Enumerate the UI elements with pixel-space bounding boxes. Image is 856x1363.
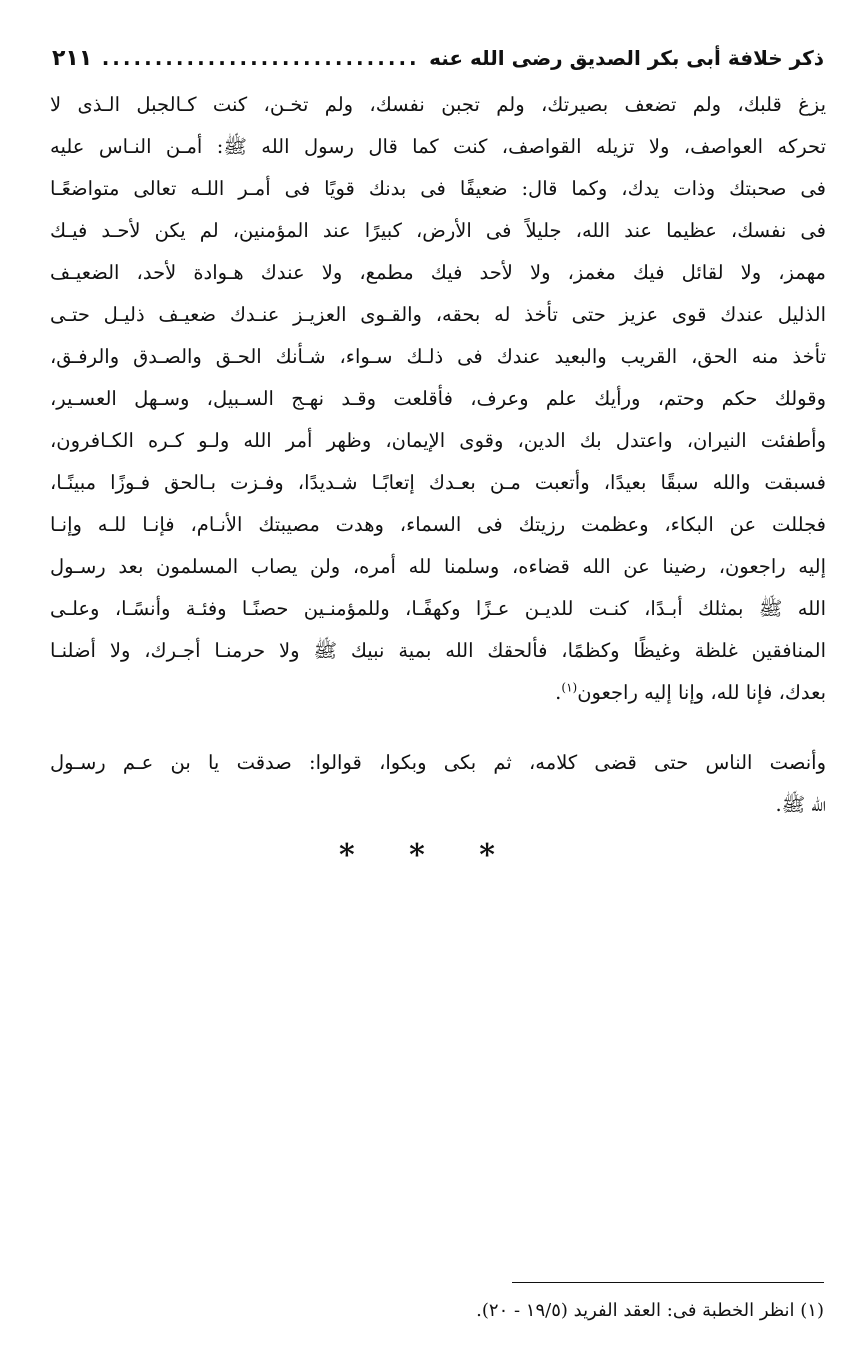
paragraph-people-response [50,742,826,826]
text-line: وقولك حكم وحتم، ورأيك علم وعرف، فأقلعت وقـد نهـج السـبيل، وسـهل العسـير، [50,387,826,410]
text-line: الله ﷺ بمثلك أبـدًا، كنـت للديـن عـزًا وكهفًـا، وللمؤمنـين حصنًـا وفئـة وأنسًـا، وعلـى [50,597,826,620]
footnote-divider [512,1282,824,1283]
text-line: تأخذ منه الحق، القريب والبعيد عندك فى ذلـك سـواء، شـأنك الحـق والصـدق والرفـق، [50,345,826,368]
text-line: المنافقين غلظة وغيظًا وكظمًا، فألحقك الله بمية نبيك ﷺ ولا حرمنـا أجـرك، ولا أضلنـا [50,639,826,662]
section-separator: * * * [339,838,517,873]
footnote: (١) انظر الخطبة فى: العقد الفريد (١٩/٥ - ٢٠). [476,1300,824,1321]
footnote-reference[interactable]: (١) [561,680,578,695]
paragraph-sermon [50,84,826,714]
text-line-last: الله ﷺ. [775,793,826,816]
chapter-title: ذكر خلافة أبى بكر الصديق رضى الله عنه [429,46,824,70]
page-number: ٢١١ [52,45,93,71]
text-line: فى صحبتك وذات يدك، وكما قال: ضعيفًا فى بدنك قويًا فى أمـر اللـه تعالى متواضعًـا [50,177,826,200]
last-line-end: . [555,681,562,704]
header-leader-dots: .............................. [101,46,420,70]
text-line: تحركه العواصف، ولا تزيله القواصف، كنت كما قال رسول الله ﷺ: أمـن النـاس عليه [50,135,826,158]
text-line: مهمز، ولا لقائل فيك مغمز، ولا لأحد فيك مطمع، ولا عندك هـوادة لأحد، الضعيـف [50,261,826,284]
text-line: إليه راجعون، رضينا عن الله قضاءه، وسلمنا لله أمره، ولن يصاب المسلمون بعد رسـول [50,555,826,578]
text-line: فجللت عن البكاء، وعظمت رزيتك فى السماء، وهدت مصيبتك الأنـام، فإنـا للـه وإنـا [50,513,826,536]
text-line-last [50,672,826,714]
text-line: وأطفئت النيران، واعتدل بك الدين، وقوى الإيمان، وظهر أمر الله ولـو كـره الكـافرون، [50,429,826,452]
text-line: فى نفسك، عظيما عند الله، جليلاً فى الأرض، كبيرًا عند المؤمنين، لم يكن لأحـد فيـك [50,219,826,242]
text-line: فسبقت والله سبقًا بعيدًا، وأتعبت مـن بعـدك إتعابًـا شـديدًا، وفـزت بـالحق فـوزًا مبينًـا، [50,471,826,494]
text-line: وأنصت الناس حتى قضى كلامه، ثم بكى وبكوا، قوالوا: صدقت يا بن عـم رسـول [50,751,826,774]
text-line: الذليل عندك قوى عزيز حتى تأخذ له بحقه، والقـوى العزيـز عنـدك ضعيـف ذليـل حتـى [50,303,826,326]
running-header [52,40,824,76]
last-line-text: بعدك، فإنا لله، وإنا إليه راجعون [577,681,826,704]
text-line: يزغ قلبك، ولم تضعف بصيرتك، ولم تجبن نفسك، ولم تخـن، كنت كـالجبل الـذى لا [50,93,826,116]
